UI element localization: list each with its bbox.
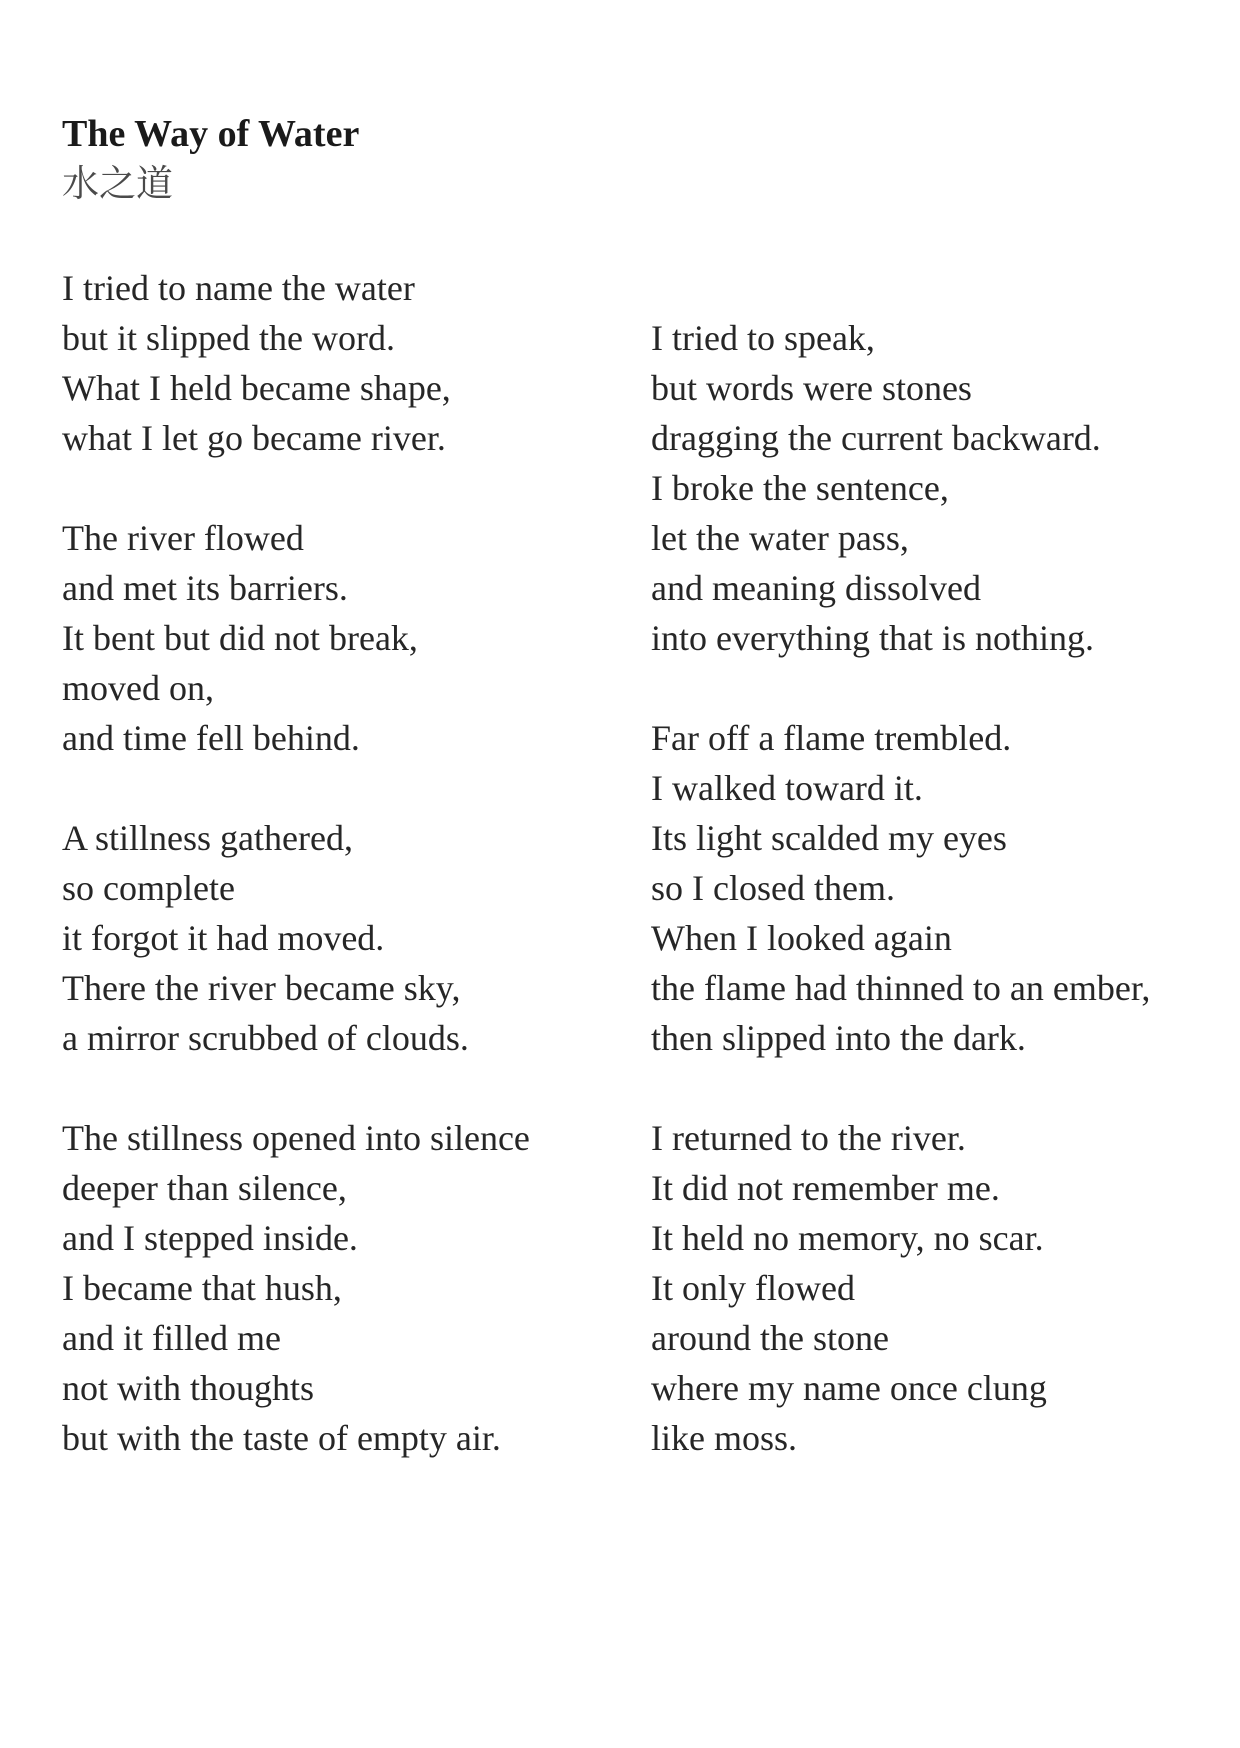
- poem-line: the flame had thinned to an ember,: [651, 968, 1151, 1008]
- poem-line: so I closed them.: [651, 868, 895, 908]
- poem-line: and time fell behind.: [62, 718, 360, 758]
- poem-line: so complete: [62, 868, 235, 908]
- poem-title: The Way of Water: [62, 113, 360, 155]
- poem-subtitle: 水之道: [62, 162, 173, 205]
- poem-line: I walked toward it.: [651, 768, 923, 808]
- poem-line: I tried to speak,: [651, 318, 875, 358]
- poem-line: There the river became sky,: [62, 968, 461, 1008]
- left-column: [62, 263, 622, 1513]
- poem-line: it forgot it had moved.: [62, 918, 385, 958]
- poem-line: and met its barriers.: [62, 568, 348, 608]
- poem-line: It did not remember me.: [651, 1168, 1000, 1208]
- poem-line: but with the taste of empty air.: [62, 1418, 501, 1458]
- poem-line: into everything that is nothing.: [651, 618, 1094, 658]
- poem-line: When I looked again: [651, 918, 952, 958]
- poem-line: let the water pass,: [651, 518, 909, 558]
- stanza: [651, 313, 1226, 663]
- stanza: [651, 713, 1226, 1063]
- poem-line: then slipped into the dark.: [651, 1018, 1026, 1058]
- stanza: [62, 1113, 622, 1463]
- poem-line: deeper than silence,: [62, 1168, 347, 1208]
- poem-line: what I let go became river.: [62, 418, 446, 458]
- poem-line: I returned to the river.: [651, 1118, 966, 1158]
- poem-line: and I stepped inside.: [62, 1218, 358, 1258]
- poem-line: What I held became shape,: [62, 368, 451, 408]
- poem-line: but it slipped the word.: [62, 318, 395, 358]
- poem-line: The stillness opened into silence: [62, 1118, 530, 1158]
- poem-line: like moss.: [651, 1418, 798, 1458]
- poem-line: A stillness gathered,: [62, 818, 353, 858]
- right-column: [651, 263, 1226, 1513]
- poem-line: It only flowed: [651, 1268, 855, 1308]
- poem-line: Far off a flame trembled.: [651, 718, 1012, 758]
- poem-line: Its light scalded my eyes: [651, 818, 1007, 858]
- poem-line: and it filled me: [62, 1318, 281, 1358]
- poem-line: dragging the current backward.: [651, 418, 1101, 458]
- poem-line: It bent but did not break,: [62, 618, 418, 658]
- poem-line: I tried to name the water: [62, 268, 415, 308]
- poem-line: I became that hush,: [62, 1268, 342, 1308]
- poem-line: but words were stones: [651, 368, 972, 408]
- stanza: [62, 813, 622, 1063]
- poem-line: and meaning dissolved: [651, 568, 981, 608]
- poem-line: I broke the sentence,: [651, 468, 949, 508]
- poem-line: a mirror scrubbed of clouds.: [62, 1018, 469, 1058]
- poem-line: moved on,: [62, 668, 214, 708]
- stanza: [62, 513, 622, 763]
- poem-line: around the stone: [651, 1318, 889, 1358]
- poem-line: The river flowed: [62, 518, 304, 558]
- column-offset: [651, 263, 1226, 313]
- poem-line: not with thoughts: [62, 1368, 315, 1408]
- stanza: [62, 263, 622, 463]
- poem-line: where my name once clung: [651, 1368, 1047, 1408]
- poem-line: It held no memory, no scar.: [651, 1218, 1044, 1258]
- stanza: [651, 1113, 1226, 1463]
